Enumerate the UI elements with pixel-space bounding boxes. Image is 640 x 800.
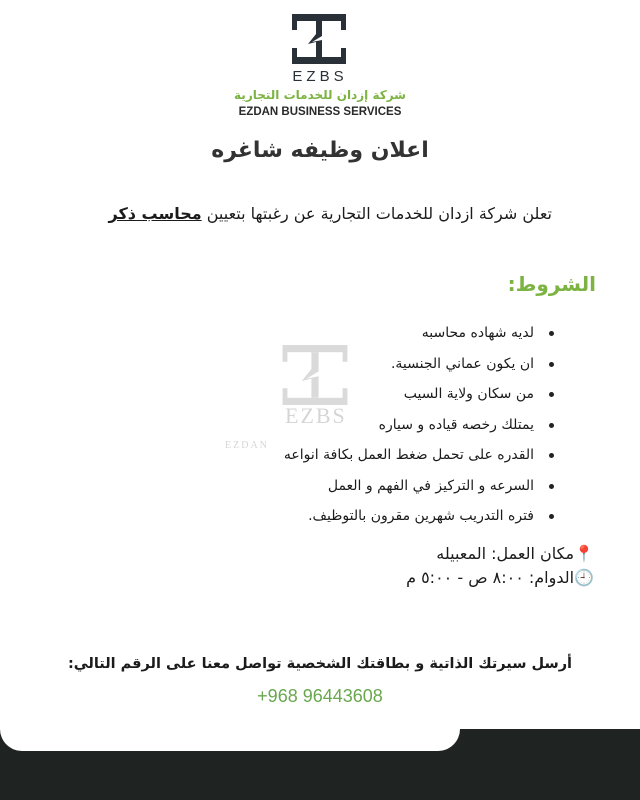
conditions-list xyxy=(284,318,554,532)
job-info xyxy=(406,542,594,590)
brand-abbr: EZBS xyxy=(292,68,348,85)
location-text: مكان العمل: المعبيله xyxy=(436,544,575,563)
intro-text xyxy=(109,204,553,223)
list-item: فتره التدريب شهرين مقرون بالتوظيف. xyxy=(284,501,554,532)
contact-text: أرسل سيرتك الذاتية و بطاقتك الشخصية تواصل معنا على الرقم التالي: xyxy=(67,656,573,672)
watermark-abbr: EZBS xyxy=(285,403,347,428)
conditions-heading: الشروط: xyxy=(507,272,596,296)
list-item: من سكان ولاية السيب xyxy=(284,379,554,410)
intro-body: تعلن شركة ازدان للخدمات التجارية عن رغبتها بتعيين xyxy=(201,204,552,223)
watermark-text: EZDAN xyxy=(225,440,269,451)
location-row xyxy=(406,542,594,566)
phone-number[interactable]: +968 96443608 xyxy=(257,686,383,706)
position-name: محاسب ذكر xyxy=(108,204,202,223)
brand-name-en: EZDAN BUSINESS SERVICES xyxy=(238,106,402,118)
pin-icon: 📍 xyxy=(574,544,594,563)
list-item: لديه شهاده محاسبه xyxy=(284,318,554,349)
clock-icon: 🕘 xyxy=(574,568,594,587)
page-title: اعلان وظيفه شاغره xyxy=(211,138,429,163)
list-item: يمتلك رخصه قياده و سياره xyxy=(284,410,554,441)
hours-text: الدوام: ٨:٠٠ ص - ٥:٠٠ م xyxy=(406,568,575,587)
list-item: ان يكون عماني الجنسية. xyxy=(284,349,554,380)
footer-curve xyxy=(0,700,460,751)
brand-name-ar: شركة إزدان للخدمات التجارية xyxy=(234,88,406,102)
list-item: السرعه و التركيز في الفهم و العمل xyxy=(284,471,554,502)
list-item: القدره على تحمل ضغط العمل بكافة انواعه xyxy=(284,440,554,471)
hours-row xyxy=(406,566,594,590)
ezbs-logo-icon xyxy=(290,14,348,64)
